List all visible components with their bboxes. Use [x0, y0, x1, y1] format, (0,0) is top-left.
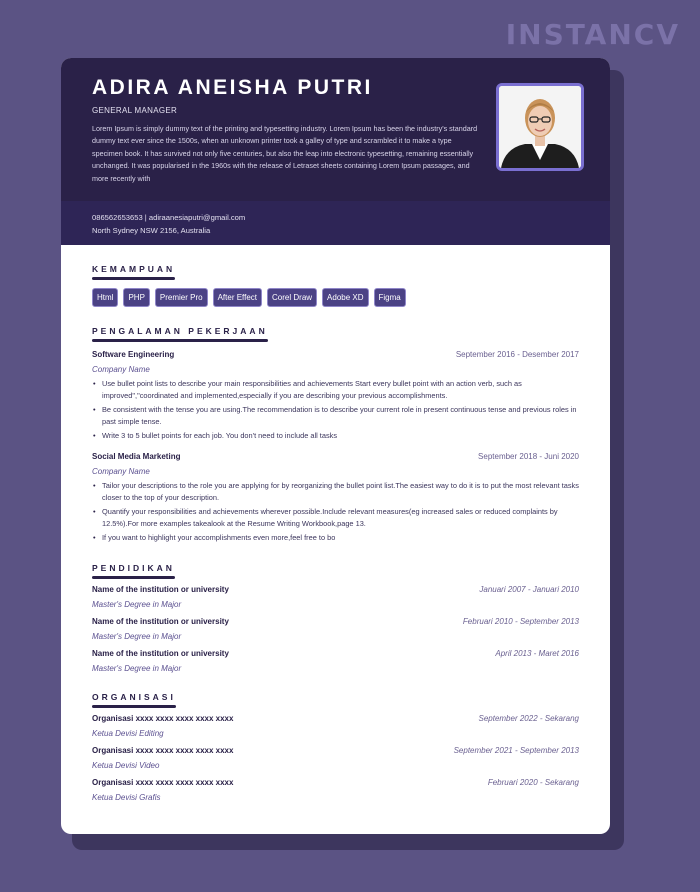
- education-date: Januari 2007 - Januari 2010: [479, 585, 579, 594]
- job-bullet: • Be consistent with the tense you are using.The recommendation is to describe your current role in present continuous tense and previous roles in past simple tense.: [102, 404, 579, 428]
- job-company: Company Name: [92, 365, 150, 374]
- organization-role: Ketua Devisi Editing: [92, 729, 164, 738]
- education-date: Februari 2010 - September 2013: [462, 617, 579, 626]
- organization-title: ORGANISASI: [92, 692, 176, 706]
- skill-tag: Corel Draw: [267, 288, 317, 307]
- organization-name: Organisasi xxxx xxxx xxxx xxxx xxxx: [92, 746, 234, 755]
- job-bullet: • Tailor your descriptions to the role you are applying for by reorganizing the bullet point list.The easiest way to do it is to put the most relevant tasks closer to the top of your description.: [102, 480, 579, 504]
- resume-header: [61, 58, 610, 201]
- skills-title: KEMAMPUAN: [92, 264, 175, 278]
- job-entry: [92, 452, 579, 544]
- skill-tag: Premier Pro: [155, 288, 208, 307]
- education-degree: Master's Degree in Major: [92, 600, 182, 609]
- job-date: September 2018 - Juni 2020: [478, 452, 579, 461]
- experience-title: PENGALAMAN PEKERJAAN: [92, 326, 268, 340]
- skill-tag: After Effect: [213, 288, 262, 307]
- job-entry: [92, 350, 579, 442]
- education-institution: Name of the institution or university: [92, 649, 229, 658]
- resume-card: [61, 58, 610, 834]
- education-title: PENDIDIKAN: [92, 563, 175, 577]
- organization-role: Ketua Devisi Video: [92, 761, 160, 770]
- education-institution: Name of the institution or university: [92, 585, 229, 594]
- education-date: April 2013 - Maret 2016: [495, 649, 579, 658]
- profile-role: GENERAL MANAGER: [92, 106, 178, 115]
- job-bullet: • If you want to highlight your accomplishments even more,feel free to bo: [102, 532, 579, 544]
- job-bullet: • Quantify your responsibilities and achievements wherever possible.Include relevant measures(eg increased sales or reduced complaints by 12.5%).For more examples takealook at the Resume Writing Workbook,page 13.: [102, 506, 579, 530]
- job-bullet: • Use bullet point lists to describe your main responsibilities and achievements Start every bullet point with an action verb, such as improved","coordinated and implemented,especially if you are describing your previous accomplishments.: [102, 378, 579, 402]
- brand-logo: INSTANCV: [505, 18, 680, 51]
- education-degree: Master's Degree in Major: [92, 664, 182, 673]
- contact-phone-email: 086562653653 | adiraanesiaputri@gmail.com: [92, 213, 246, 222]
- skill-tag: Html: [92, 288, 118, 307]
- job-company: Company Name: [92, 467, 150, 476]
- organization-name: Organisasi xxxx xxxx xxxx xxxx xxxx: [92, 778, 234, 787]
- organization-name: Organisasi xxxx xxxx xxxx xxxx xxxx: [92, 714, 234, 723]
- education-entry: [92, 585, 579, 609]
- organization-date: Februari 2020 - Sekarang: [487, 778, 579, 787]
- organization-role: Ketua Devisi Grafis: [92, 793, 161, 802]
- job-bullets: [92, 378, 579, 442]
- job-date: September 2016 - Desember 2017: [455, 350, 579, 359]
- job-title: Social Media Marketing: [92, 452, 181, 461]
- job-bullets: [92, 480, 579, 544]
- organization-section: [92, 687, 579, 802]
- education-degree: Master's Degree in Major: [92, 632, 182, 641]
- skill-tag: PHP: [123, 288, 149, 307]
- profile-photo-illustration: [499, 86, 581, 168]
- organization-date: September 2022 - Sekarang: [478, 714, 579, 723]
- education-section: [92, 558, 579, 673]
- contact-address: North Sydney NSW 2156, Australia: [92, 226, 211, 235]
- profile-photo: [496, 83, 584, 171]
- skills-section: [92, 259, 579, 307]
- profile-summary: Lorem Ipsum is simply dummy text of the printing and typesetting industry. Lorem Ipsum has been the industry's standard dummy text ever since the 1500s, when an unknown printer took a galley of type and scrambled it to make a type specimen book. It has survived not only five centuries, but also the leap into electronic typesetting, remaining essentially unchanged. It was popularised in the 1960s with the release of Letraset sheets containing Lorem Ipsum passages, and more recently with: [92, 124, 478, 183]
- profile-name: ADIRA ANEISHA PUTRI: [92, 76, 373, 99]
- contact-bar: [61, 201, 610, 245]
- resume-body: [61, 245, 610, 802]
- skill-tag: Figma: [374, 288, 406, 307]
- education-entry: [92, 617, 579, 641]
- organization-entry: [92, 714, 579, 738]
- education-entry: [92, 649, 579, 673]
- skills-list: [92, 288, 579, 307]
- experience-section: [92, 321, 579, 544]
- education-institution: Name of the institution or university: [92, 617, 229, 626]
- organization-date: September 2021 - September 2013: [453, 746, 579, 755]
- job-bullet: • Write 3 to 5 bullet points for each job. You don't need to include all tasks: [102, 430, 579, 442]
- organization-entry: [92, 746, 579, 770]
- organization-entry: [92, 778, 579, 802]
- job-title: Software Engineering: [92, 350, 175, 359]
- skill-tag: Adobe XD: [322, 288, 368, 307]
